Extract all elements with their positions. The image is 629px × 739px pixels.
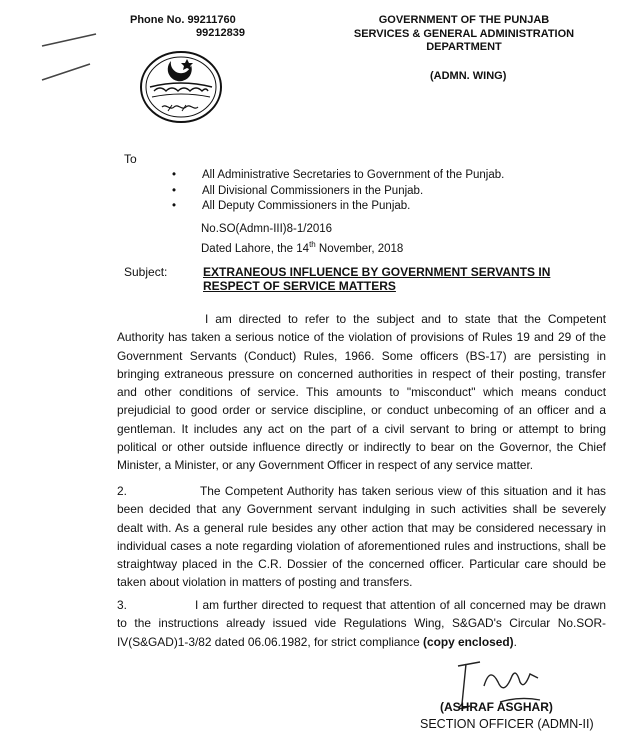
department-heading	[318, 14, 610, 55]
phone-line-2: 99212839	[196, 27, 245, 39]
paragraph-3-text: I am further directed to request that attention of all concerned may be drawn to the instructions already issued vide Regulations Wing, S&GAD's Circular No.SOR-IV(S&GAD)1-3/82 dated 06.06.1982, for strict compliance	[117, 598, 606, 649]
reference-block	[201, 222, 403, 257]
pen-mark	[40, 62, 100, 82]
list-item: • All Administrative Secretaries to Government of the Punjab.	[172, 168, 504, 184]
subject-line-1: EXTRANEOUS INFLUENCE BY GOVERNMENT SERVANTS IN	[203, 265, 551, 279]
list-item: • All Deputy Commissioners in the Punjab.	[172, 199, 504, 215]
govt-line-3: DEPARTMENT	[426, 41, 502, 53]
reference-number: No.SO(Admn-III)8-1/2016	[201, 223, 333, 235]
subject-text	[203, 265, 603, 293]
paragraph-3: 3. I am further directed to request that attention of all concerned may be drawn to the instructions already issued vide Regulations Wing, S&GAD's Circular No.SOR-IV(S&GAD)1-3/82 dated 06.06.1982, for strict compliance (copy enclosed).	[117, 598, 606, 649]
punjab-emblem-logo	[138, 47, 224, 125]
govt-line-1: GOVERNMENT OF THE PUNJAB	[378, 14, 550, 26]
paragraph-1: I am directed to refer to the subject and to state that the Competent Authority has taken a serious notice of the violation of provisions of Rules 19 and 29 of the Government Servants (Conduct) Rules, 1966. Some officers (BS-17) are persisting in bringing extraneous pressure on concerned authorities in respect of their posting, transfer and other conditions of service. This amounts to "misconduct" which means conduct prejudicial to good order or service discipline, or conduct unbecoming of an officer and a gentleman. It includes any act on the part of a civil servant to bring or attempt to bring political or other outside influence directly or indirectly to bear on the Governor, the Chief Minister, a Minister, or any Government Officer in respect of any service matter.	[117, 312, 606, 473]
subject-label: Subject:	[124, 265, 168, 279]
list-item: • All Divisional Commissioners in the Punjab.	[172, 184, 504, 200]
phone-numbers	[130, 14, 245, 40]
subject-line-2: RESPECT OF SERVICE MATTERS	[203, 279, 396, 293]
govt-line-2: SERVICES & GENERAL ADMINISTRATION	[353, 27, 575, 40]
addressee-list	[172, 168, 504, 215]
paragraph-2	[117, 482, 606, 592]
pen-mark	[40, 30, 100, 50]
paragraph-number: 2.	[117, 484, 127, 498]
letter-date: Dated Lahore, the 14th November, 2018	[201, 240, 404, 255]
paragraph-number: 3.	[117, 598, 127, 612]
phone-line-1: Phone No. 99211760	[130, 14, 236, 26]
wing-label: (ADMN. WING)	[430, 70, 507, 82]
signatory-designation: SECTION OFFICER (ADMN-II)	[420, 717, 594, 731]
to-label: To	[124, 152, 137, 166]
enclosure-note: (copy enclosed)	[423, 634, 514, 649]
paragraph-2-text: The Competent Authority has taken serious view of this situation and it has been decided that any Government servant indulging in such activities shall be severely dealt with. As a general rule besides any other action that may be considered necessary in individual cases a note regarding violation of aforementioned rules and instructions, shall be straightway placed in the C.R. Dossier of the concerned officer. Particular care should be taken about violation in matters of posting and transfers.	[117, 484, 606, 590]
signatory-name: (ASHRAF ASGHAR)	[440, 700, 553, 714]
